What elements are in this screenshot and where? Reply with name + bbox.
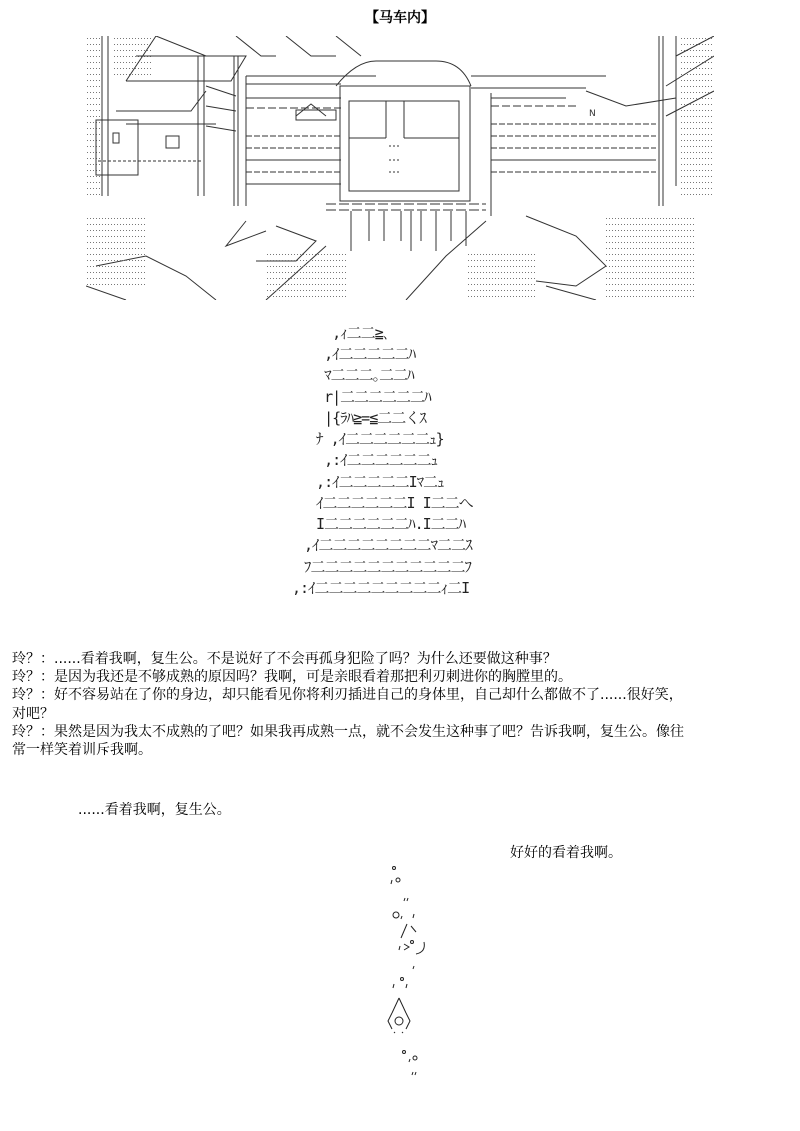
figure-line: |{ﾗﾊ≧=≦二二くｽ xyxy=(300,409,426,427)
figure-line: ,ｲ二二二二二二二二ﾏ二二ｽ xyxy=(296,536,472,554)
dialogue-line: 玲？：好不容易站在了你的身边，却只能看见你将利刃插进自己的身体里，自己却什么都做不了......很好笑， xyxy=(12,687,683,704)
figure-line: ,:ｲ二二二二二Iﾏ二ｭ xyxy=(300,473,444,491)
figure-line: ,:ｲ二二二二二二ｭ xyxy=(300,451,438,469)
figure-line: I二二二二二二ﾊ.I二二ﾊ xyxy=(300,515,466,533)
figure-line: ﾌ二二二二二二二二二二二ﾌ xyxy=(296,558,472,576)
scene-title: 【马车内】 xyxy=(365,10,435,26)
svg-text:N: N xyxy=(589,109,596,119)
figure-line: ,:ｲ二二二二二二二二二ｨ二I xyxy=(292,579,470,597)
figure-line: ,ｨ二二≧､ xyxy=(300,324,390,342)
dialogue-line: 玲？：果然是因为我太不成熟的了吧？如果我再成熟一点，就不会发生这种事了吧？告诉我啊，复生公。像往 xyxy=(12,723,684,740)
dialogue-line: 玲？：是因为我还是不够成熟的原因吗？我啊，可是亲眼看着那把利刃刺进你的胸膛里的。 xyxy=(12,669,572,686)
figure-line: ｲ二二二二二二I I二二へ xyxy=(300,494,473,512)
dialogue-block xyxy=(12,650,797,759)
carriage-interior-icon xyxy=(86,36,714,300)
falling-tear-drops-icon xyxy=(380,862,470,1092)
figure-line: r|二二二二二二ﾊ xyxy=(300,388,431,406)
dialogue-line: 常一样笑着训斥我啊。 xyxy=(12,742,152,759)
figure-line: ﾅ ,ｲ二二二二二二ｭ} xyxy=(300,430,444,448)
dialogue-line: 对吧？ xyxy=(12,705,54,722)
whisper-line-right: 好好的看着我啊。 xyxy=(510,845,622,861)
figure-line: ﾏ二二二｡二二ﾊ xyxy=(300,366,414,384)
whisper-line: ......看着我啊，复生公。 xyxy=(78,802,231,818)
dialogue-line: 玲？：......看着我啊，复生公。不是说好了不会再孤身犯险了吗？为什么还要做这种事？ xyxy=(12,651,557,667)
figure-line: ,ｲ二二二二二ﾊ xyxy=(300,345,416,363)
